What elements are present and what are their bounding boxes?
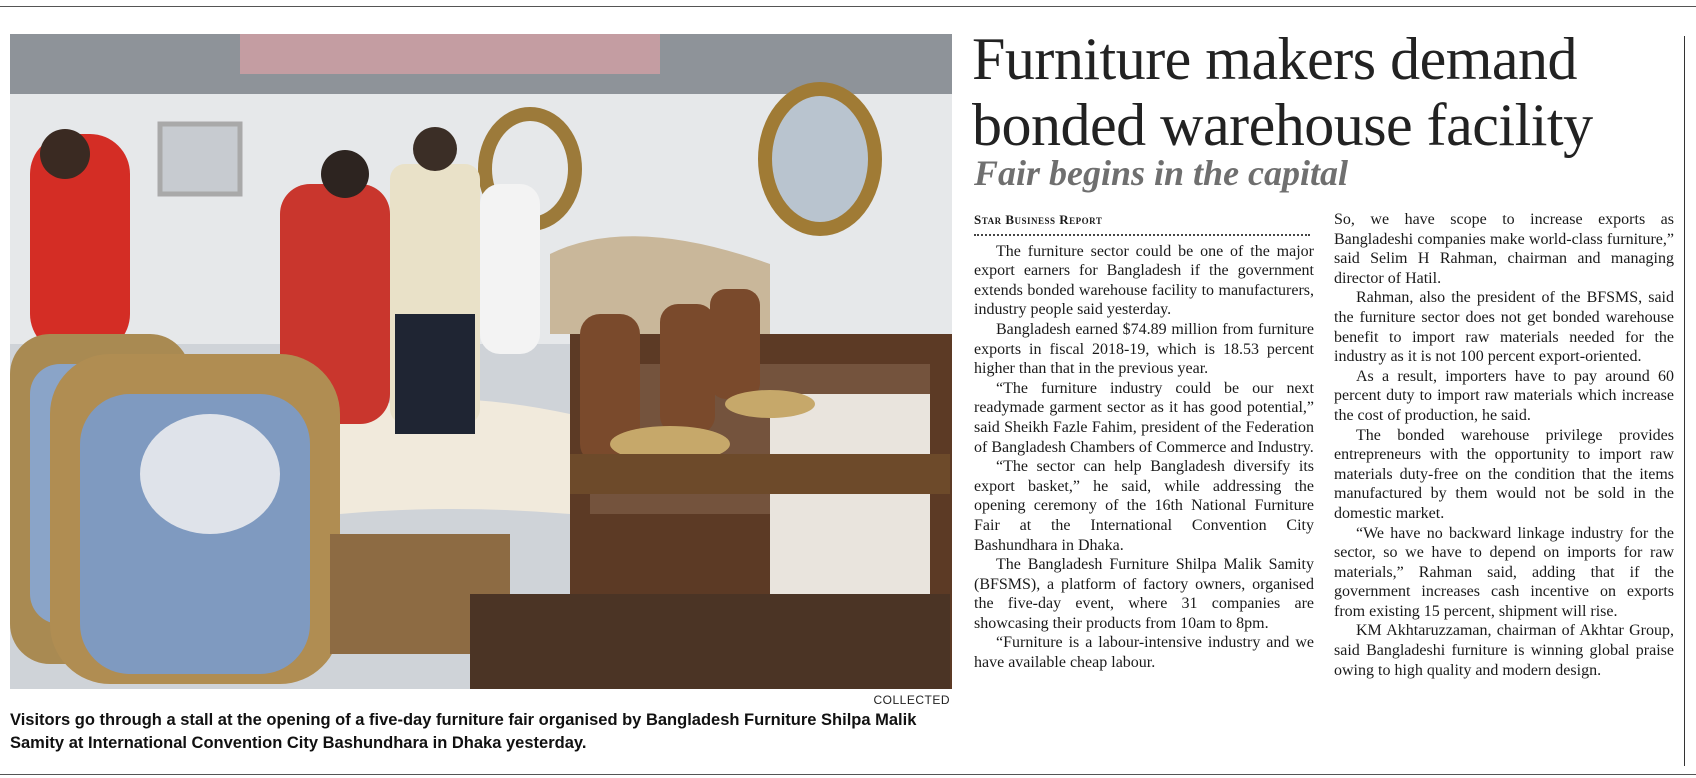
paragraph: KM Akhtaruzzaman, chairman of Akhtar Group, said Bangladeshi furniture is winning global praise owing to high quality and modern design. <box>1334 622 1674 679</box>
headline <box>972 26 1672 158</box>
photo-credit: COLLECTED <box>873 693 950 707</box>
column-rule <box>1684 36 1685 766</box>
paragraph: Rahman, also the president of the BFSMS, said the furniture sector does not get bonded warehouse benefit to import raw materials needed for the industry as it is not 100 percent export-oriented. <box>1334 289 1674 366</box>
paragraph: The furniture sector could be one of the major export earners for Bangladesh if the government extends bonded warehouse facility to manufacturers, industry people said yesterday. <box>974 242 1314 319</box>
byline: Star Business Report <box>974 212 1103 227</box>
byline-divider <box>974 234 1310 236</box>
bottom-rule <box>0 774 1696 775</box>
paragraph: So, we have scope to increase exports as Bangladeshi companies make world-class furniture,” said Selim H Rahman, chairman and managing director of Hatil. <box>1334 211 1674 287</box>
headline-line-1: Furniture makers demand <box>972 26 1577 92</box>
photo-caption: Visitors go through a stall at the opening of a five-day furniture fair organised by Bangladesh Furniture Shilpa Malik Samity at International Convention City Bashundhara in Dhaka yesterday. <box>10 711 917 752</box>
article-column-2 <box>1334 210 1674 680</box>
top-rule <box>0 6 1696 7</box>
paragraph: Bangladesh earned $74.89 million from furniture exports in fiscal 2018-19, which is 18.53 percent higher than that in the previous year. <box>974 320 1314 378</box>
paragraph: “The sector can help Bangladesh diversify its export basket,” he said, while addressing the opening ceremony of the 16th National Furniture Fair at the International Convention City Bashundhara in Dhaka. <box>974 458 1314 554</box>
article-column-1 <box>974 210 1314 673</box>
fair-photo <box>10 34 952 689</box>
paragraph: The bonded warehouse privilege provides entrepreneurs with the opportunity to import raw materials duty-free on the condition that the items manufactured by them would not be sold in the domestic market. <box>1334 426 1674 522</box>
paragraph: The Bangladesh Furniture Shilpa Malik Samity (BFSMS), a platform of factory owners, organised the five-day event, where 31 companies are showcasing their products from 10am to 8pm. <box>974 556 1314 632</box>
subheadline: Fair begins in the capital <box>974 153 1349 193</box>
paragraph: As a result, importers have to pay around 60 percent duty to import raw materials which increase the cost of production, he said. <box>1334 367 1674 424</box>
paragraph: “We have no backward linkage industry for the sector, so we have to depend on imports for raw materials,” Rahman said, adding that if the government increases cash incentive on exports from existing 15 percent, shipment will rise. <box>1334 524 1674 620</box>
paragraph: “Furniture is a labour-intensive industry and we have available cheap labour. <box>974 634 1314 672</box>
paragraph: “The furniture industry could be our next readymade garment sector as it has good potential,” said Sheikh Fazle Fahim, president of the Federation of Bangladesh Chambers of Commerce and Industry. <box>974 379 1314 456</box>
headline-line-2: bonded warehouse facility <box>972 92 1593 158</box>
